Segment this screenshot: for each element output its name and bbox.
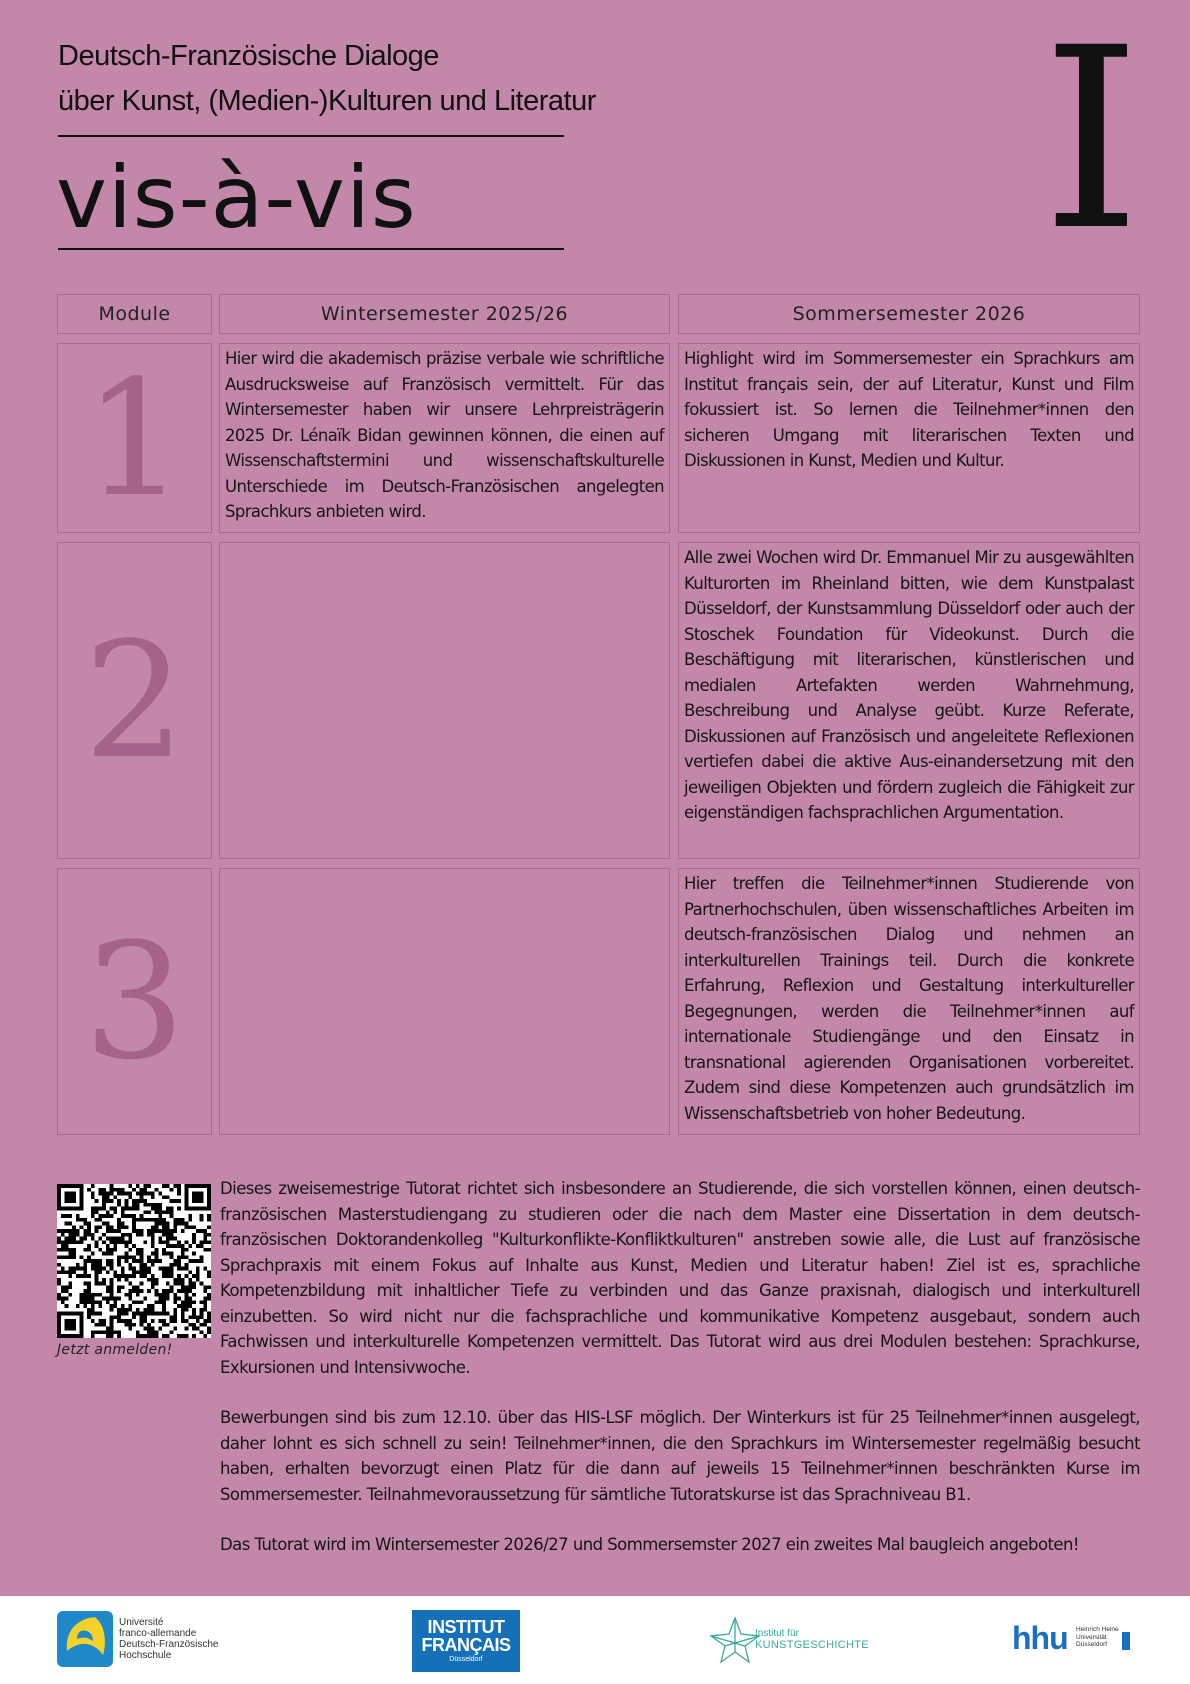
- header-winter: Wintersemester 2025/26: [219, 294, 670, 334]
- info-paragraph-3: Das Tutorat wird im Wintersemester 2026/27 und Sommersemster 2027 ein zweites Mal baugleich angeboten!: [220, 1535, 1079, 1554]
- if-text-2: FRANÇAIS: [421, 1635, 511, 1655]
- if-text-3: Düsseldorf: [449, 1656, 483, 1663]
- footer-logos: [0, 1596, 1190, 1684]
- hhu-wordmark: hhu: [1012, 1620, 1068, 1656]
- module-number-1: 1: [57, 343, 212, 533]
- ikg-text-2: KUNSTGESCHICHTE: [755, 1639, 869, 1651]
- subtitle: [58, 34, 596, 124]
- module-number-2: 2: [57, 542, 212, 859]
- dfh-text-3: Deutsch-Französische: [119, 1639, 219, 1650]
- subtitle-line-2: über Kunst, (Medien-)Kulturen und Literatur: [58, 85, 596, 117]
- subtitle-line-1: Deutsch-Französische Dialoge: [58, 40, 439, 72]
- hhu-text-1: Heinrich Heine: [1076, 1626, 1119, 1633]
- roman-numeral: I: [1042, 0, 1141, 285]
- if-text-1: INSTITUT: [427, 1617, 505, 1637]
- row-3-winter-text: [219, 868, 670, 1135]
- header-module: Module: [57, 294, 212, 334]
- hhu-bar-icon: [1122, 1632, 1130, 1650]
- hhu-logo: [1012, 1618, 1140, 1662]
- info-paragraph-1: Dieses zweisemestrige Tutorat richtet sich insbesondere an Studierende, die sich vorstellen können, einen deutsch-französischen Masterstudiengang zu studieren oder die nach dem Master eine Dissertation in dem deutsch-französischen Doktorandenkolleg "Kulturkonflikte-Konfliktkulturen" anstreben sowie alle, die Lust auf französische Sprachpraxis mit einem Fokus auf Inhalte aus Kunst, Medien und Literatur haben! Ziel ist es, sprachliche Kompetenzbildung mit inhaltlicher Tiefe zu verbinden und das Ganze praxisnah, dialogisch und interkulturell einzubetten. So wird nicht nur die fachsprachliche und kommunikative Kompetenz ausgebaut, sondern auch Fachwissen und interkulturelle Kompetenzen vermittelt. Das Tutorat wird aus drei Modulen bestehen: Sprachkurse, Exkursionen und Intensivwoche.: [220, 1179, 1140, 1377]
- ikg-text-1: Institut für: [755, 1628, 799, 1639]
- row-2-summer-text: Alle zwei Wochen wird Dr. Emmanuel Mir zu ausgewählten Kulturorten im Rheinland bitten, wie dem Kunstpalast Düsseldorf, der Kunstsammlung Düsseldorf oder auch der Stoschek Foundation für Videokunst. Durch die Beschäftigung mit literarischen, künstlerischen und medialen Artefakten werden Wahrnehmung, Beschreibung und Analyse geübt. Kurze Referate, Diskussionen auf Französisch und angeleitete Reflexionen vertiefen dabei die aktive Aus-einandersetzung mit den jeweiligen Objekten und fördern zugleich die Fähigkeit zur eigenständigen fachsprachlichen Argumentation.: [678, 542, 1140, 859]
- title-rule-top: [58, 135, 564, 137]
- hhu-text-3: Düsseldorf: [1076, 1641, 1108, 1648]
- row-1-winter-text: Hier wird die akademisch präzise verbale wie schriftliche Ausdrucksweise auf Französisch vermittelt. Für das Wintersemester haben wir unsere Lehrpreisträgerin 2025 Dr. Lénaïk Bidan gewinnen können, die einen auf Wissenschaftstermini und wissenschaftskulturelle Unterschiede im Deutsch-Französischen angelegten Sprachkurs anbieten wird.: [219, 343, 670, 533]
- dfh-ufa-emblem-icon: [57, 1611, 113, 1667]
- title-rule-bottom: [58, 248, 564, 250]
- dfh-text-1: Université: [119, 1617, 164, 1628]
- qr-code-graphic: [57, 1184, 211, 1338]
- module-number-3: 3: [57, 868, 212, 1135]
- header-summer: Sommersemester 2026: [678, 294, 1140, 334]
- info-text: [220, 1176, 1140, 1583]
- kunstgeschichte-logo: [707, 1614, 869, 1668]
- dfh-text-4: Hochschule: [119, 1650, 172, 1661]
- info-paragraph-2: Bewerbungen sind bis zum 12.10. über das HIS-LSF möglich. Der Winterkurs ist für 25 Teilnehmer*innen ausgelegt, daher lohnt es sich schnell zu sein! Teilnehmer*innen, die den Sprachkurs im Wintersemester regelmäßig besucht haben, erhalten bevorzugt einen Platz für die dann auf jeweils 15 Teilnehmer*innen beschränkten Kurse im Sommersemester. Teilnahmevoraussetzung für sämtliche Tutoratskurse ist das Sprachniveau B1.: [220, 1408, 1140, 1504]
- dfh-ufa-logo: [57, 1611, 237, 1671]
- qr-caption: Jetzt anmelden!: [57, 1342, 173, 1358]
- page-title: vis-à-vis: [56, 148, 417, 248]
- hhu-text-2: Universität: [1076, 1633, 1107, 1641]
- qr-modules: [57, 1184, 211, 1338]
- registration-qr-code[interactable]: [57, 1184, 211, 1338]
- row-3-summer-text: Hier treffen die Teilnehmer*innen Studierende von Partnerhochschulen, üben wissenschaftliches Arbeiten im deutsch-französischen Dialog und nehmen an interkulturellen Trainings teil. Durch die konkrete Erfahrung, Reflexion und Gestaltung interkultureller Begegnungen, werden die Teilnehmer*innen auf internationale Studiengänge und den Einsatz in transnational agierenden Organisationen vorbereitet. Zudem sind diese Kompetenzen auch grundsätzlich im Wissenschaftsbetrieb von hoher Bedeutung.: [678, 868, 1140, 1135]
- row-1-summer-text: Highlight wird im Sommersemester ein Sprachkurs am Institut français sein, der auf Literatur, Kunst und Film fokussiert ist. So lernen die Teilnehmer*innen den sicheren Umgang mit literarischen Texten und Diskussionen in Kunst, Medien und Kultur.: [678, 343, 1140, 533]
- row-2-winter-text: [219, 542, 670, 859]
- dfh-text-2: franco-allemande: [119, 1628, 197, 1639]
- institut-francais-logo: [412, 1610, 520, 1672]
